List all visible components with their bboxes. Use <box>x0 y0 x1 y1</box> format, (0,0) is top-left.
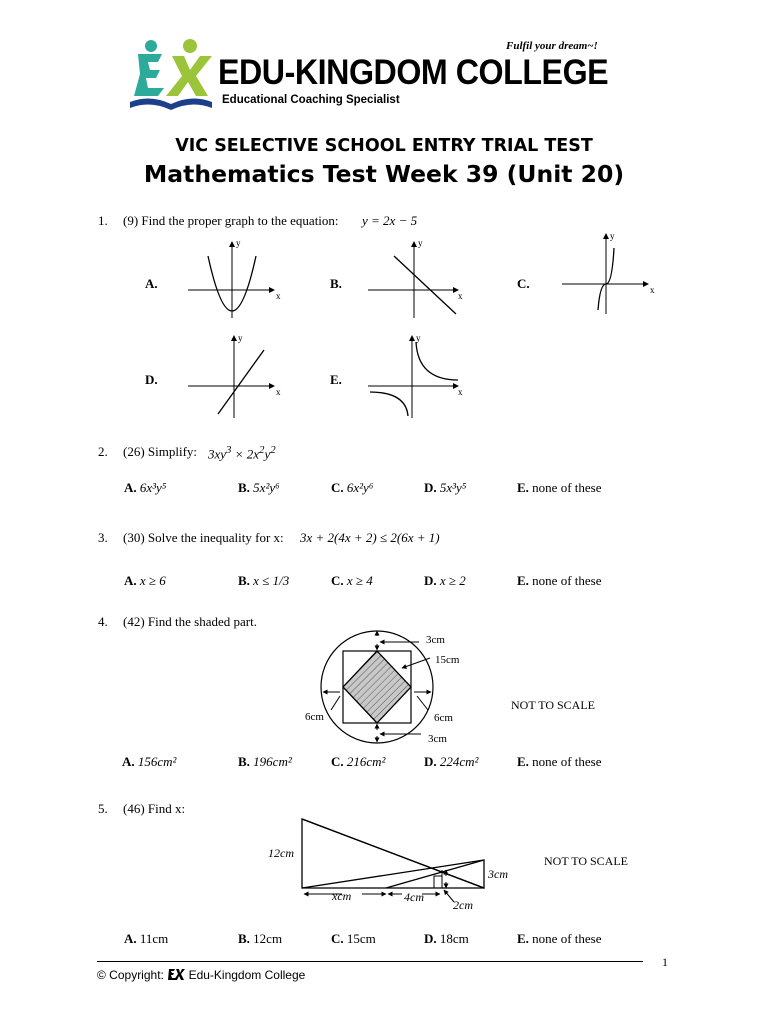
q4-note: NOT TO SCALE <box>511 698 596 712</box>
q2-text: (26) Simplify: <box>123 444 198 459</box>
q4-dim-right: 6cm <box>434 712 453 724</box>
q5-dim-height: 12cm <box>268 846 294 860</box>
q4-number: 4. <box>98 614 108 629</box>
q2-option-b[interactable]: B. 5x²y⁶ <box>238 480 280 495</box>
q5-dim-four: 4cm <box>404 890 424 904</box>
test-subtitle: VIC SELECTIVE SCHOOL ENTRY TRIAL TEST <box>175 136 593 156</box>
test-title: Mathematics Test Week 39 (Unit 20) <box>143 160 625 188</box>
q5-dim-three: 3cm <box>488 867 508 881</box>
q2-number: 2. <box>98 444 108 459</box>
q3-option-e[interactable]: E. none of these <box>517 573 602 588</box>
q1-label-b: B. <box>330 276 342 291</box>
q1-label-d: D. <box>145 372 158 387</box>
q2-option-a[interactable]: A. 6x³y⁵ <box>124 480 167 495</box>
q1-number: 1. <box>98 213 108 228</box>
college-logo <box>128 38 214 112</box>
graph-b-y-label: y <box>418 238 423 248</box>
q5-option-b[interactable]: B. 12cm <box>238 931 283 946</box>
q5-option-c[interactable]: C. 15cm <box>331 931 376 946</box>
q5-option-d[interactable]: D. 18cm <box>424 931 469 946</box>
q3-option-a[interactable]: A. x ≥ 6 <box>124 573 166 588</box>
graph-e-hyperbola <box>366 332 470 420</box>
q5-dim-two: 2cm <box>453 898 473 912</box>
q5-number: 5. <box>98 801 108 816</box>
q5-text: (46) Find x: <box>123 801 186 816</box>
graph-a-y-label: y <box>236 238 241 248</box>
graph-e-y-label: y <box>416 333 421 343</box>
q5-dim-x: xcm <box>332 889 352 903</box>
q2-option-c[interactable]: C. 6x²y⁶ <box>331 480 374 495</box>
brand-name: EDU-KINGDOM COLLEGE <box>218 53 609 92</box>
graph-c-cubic <box>560 230 660 316</box>
q5-note: NOT TO SCALE <box>544 854 629 868</box>
q4-option-a[interactable]: A. 156cm² <box>122 754 177 769</box>
q4-dim-diagonal: 15cm <box>435 654 460 666</box>
q4-dim-left: 6cm <box>305 711 324 723</box>
graph-c-x-label: x <box>650 285 655 295</box>
graph-d-increasing-line <box>186 332 286 420</box>
q1-label-a: A. <box>145 276 158 291</box>
q1-text: (9) Find the proper graph to the equation: <box>123 213 339 228</box>
q5-triangles-diagram <box>262 812 522 916</box>
q4-circle-diagram <box>300 630 480 750</box>
slogan: Fulfil your dream~! <box>506 40 598 52</box>
graph-d-x-label: x <box>276 387 281 397</box>
q3-option-b[interactable]: B. x ≤ 1/3 <box>238 573 290 588</box>
graph-a-parabola <box>186 236 286 320</box>
footer-divider <box>97 961 643 962</box>
q4-option-b[interactable]: B. 196cm² <box>238 754 292 769</box>
q4-text: (42) Find the shaded part. <box>123 614 257 629</box>
q2-option-e[interactable]: E. none of these <box>517 480 602 495</box>
graph-b-x-label: x <box>458 291 463 301</box>
q5-option-a[interactable]: A. 11cm <box>124 931 169 946</box>
q4-dim-bottom: 3cm <box>428 733 447 745</box>
q3-option-d[interactable]: D. x ≥ 2 <box>424 573 466 588</box>
q3-text: (30) Solve the inequality for x: <box>123 530 284 545</box>
graph-b-decreasing-line <box>366 236 470 320</box>
q3-option-c[interactable]: C. x ≥ 4 <box>331 573 373 588</box>
q4-option-e[interactable]: E. none of these <box>517 754 602 769</box>
q2-expression: $3xy^3 \times 2x^2y^2$ <box>208 444 276 462</box>
q1-equation: y = 2x − 5 <box>362 213 418 228</box>
graph-d-y-label: y <box>238 333 243 343</box>
brand-tagline: Educational Coaching Specialist <box>222 94 400 106</box>
q3-inequality: 3x + 2(4x + 2) ≤ 2(6x + 1) <box>300 530 440 545</box>
footer-copyright: © Copyright: Edu-Kingdom College <box>97 968 306 982</box>
q4-option-d[interactable]: D. 224cm² <box>424 754 479 769</box>
q5-option-e[interactable]: E. none of these <box>517 931 602 946</box>
graph-e-x-label: x <box>458 387 463 397</box>
q2-option-d[interactable]: D. 5x³y⁵ <box>424 480 467 495</box>
q3-number: 3. <box>98 530 108 545</box>
graph-c-y-label: y <box>610 231 615 241</box>
page-number: 1 <box>662 955 668 969</box>
footer-logo-icon <box>167 967 185 981</box>
q1-label-e: E. <box>330 372 342 387</box>
graph-a-x-label: x <box>276 291 281 301</box>
q1-label-c: C. <box>517 276 530 291</box>
q4-dim-top: 3cm <box>426 634 445 646</box>
q4-option-c[interactable]: C. 216cm² <box>331 754 386 769</box>
